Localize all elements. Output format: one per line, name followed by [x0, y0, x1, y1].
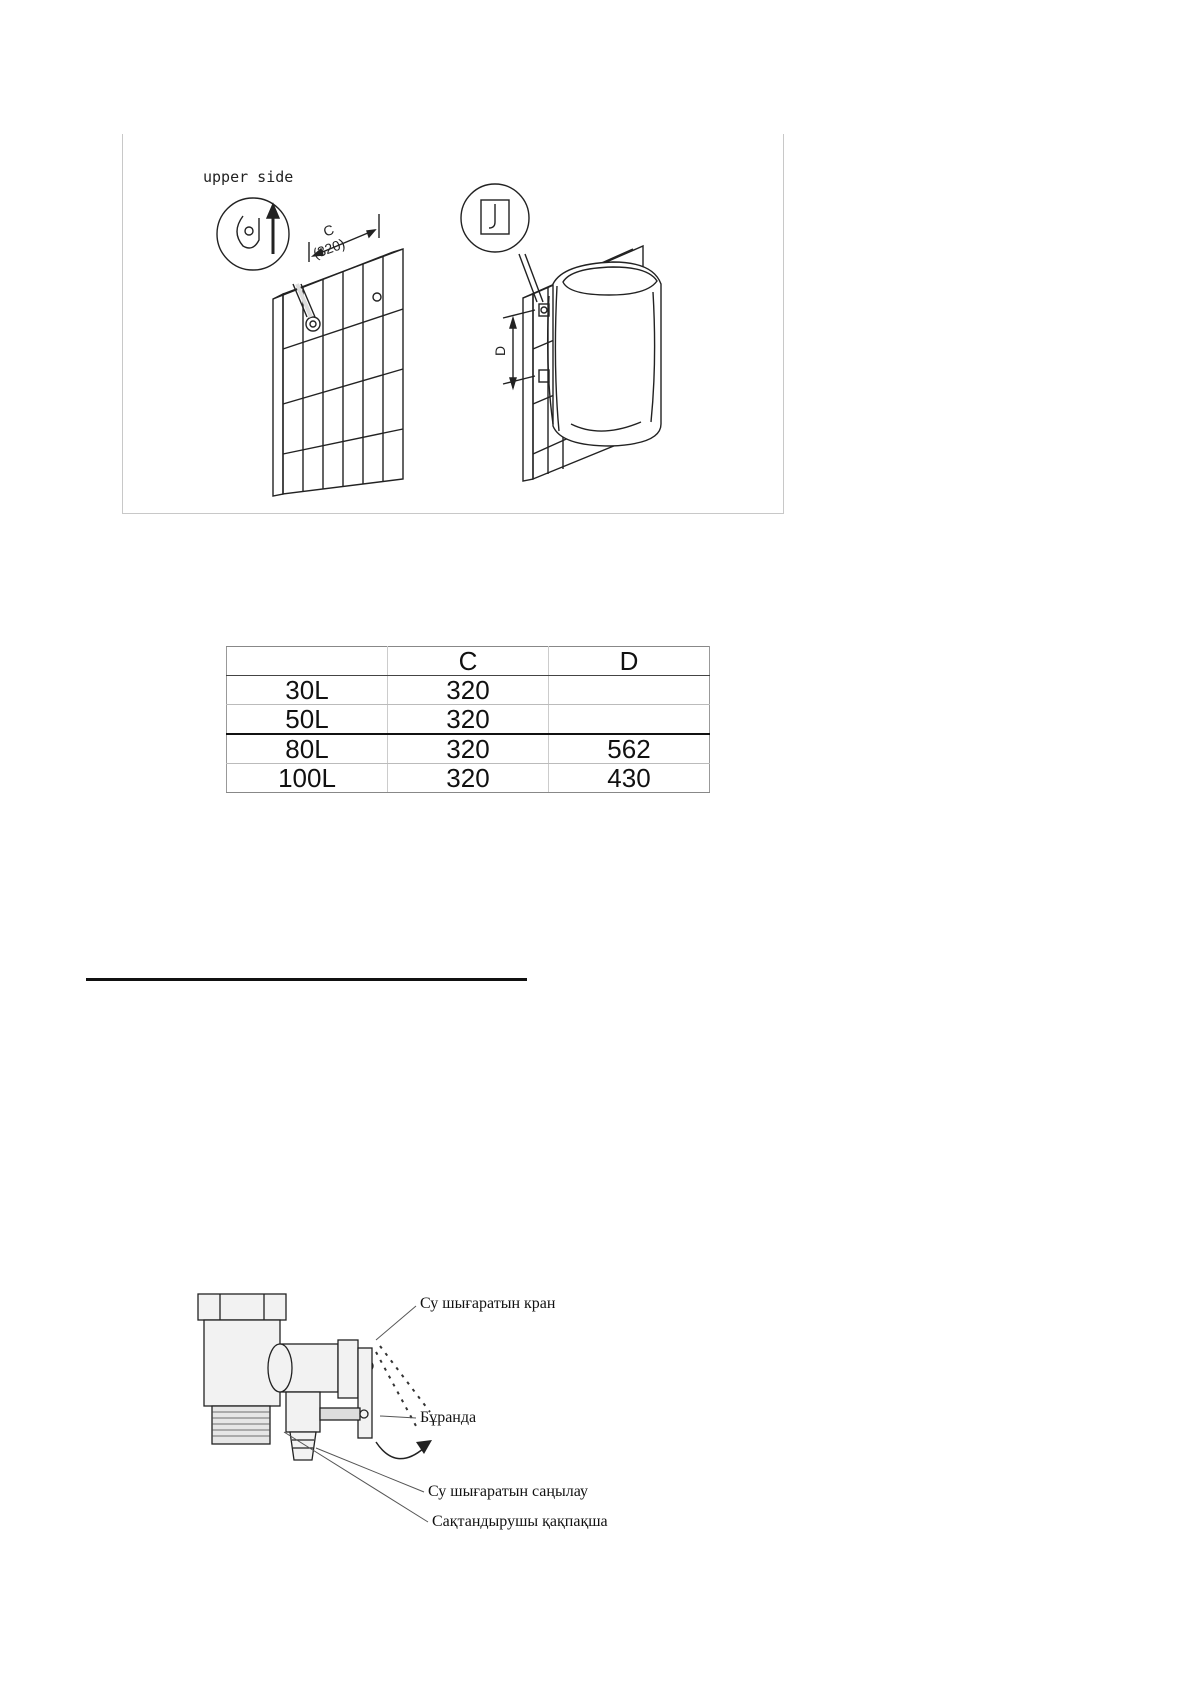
table-cell: 80L	[227, 734, 388, 764]
table-header-cell: D	[549, 647, 710, 676]
table-cell	[549, 705, 710, 735]
table-header-cell: C	[388, 647, 549, 676]
drain-spout	[286, 1392, 320, 1432]
callout-safety-valve: Сақтандырушы қақпақша	[432, 1513, 608, 1530]
right-bolt	[373, 293, 381, 301]
left-wall-panel	[273, 249, 403, 496]
dim-c-value: (320)	[310, 235, 347, 262]
table-header-cell	[227, 647, 388, 676]
table-row	[227, 734, 710, 764]
table-header-row	[227, 647, 710, 676]
table-cell	[549, 676, 710, 705]
callout-drain-hole: Су шығаратын саңылау	[428, 1483, 588, 1500]
dim-d-letter: D	[492, 345, 508, 356]
table-row	[227, 676, 710, 705]
table-cell: 562	[549, 734, 710, 764]
valve-cap	[338, 1340, 358, 1398]
safety-valve-diagram	[180, 1282, 660, 1542]
table-cell: 320	[388, 705, 549, 735]
safety-valve-svg	[180, 1282, 660, 1542]
valve-lever	[358, 1348, 372, 1438]
table-cell: 100L	[227, 764, 388, 793]
callout-drain-tap: Су шығаратын кран	[420, 1295, 556, 1312]
table-row	[227, 764, 710, 793]
table-cell: 320	[388, 676, 549, 705]
left-bolt	[306, 317, 320, 331]
valve-top-nut	[198, 1294, 286, 1320]
water-heater-tank	[548, 262, 661, 446]
dim-c-letter: C	[321, 221, 337, 240]
table-cell: 320	[388, 764, 549, 793]
dimension-table	[226, 646, 710, 793]
valve-screw	[320, 1408, 360, 1420]
table-cell: 50L	[227, 705, 388, 735]
upper-side-label: upper side	[203, 168, 294, 186]
table-cell: 30L	[227, 676, 388, 705]
mounting-diagram	[122, 134, 784, 514]
table-cell: 320	[388, 734, 549, 764]
left-detail-circle	[217, 198, 289, 270]
table-row	[227, 705, 710, 735]
callout-screw: Бұранда	[420, 1409, 477, 1426]
section-divider	[86, 978, 527, 981]
mounting-diagram-svg	[123, 134, 785, 514]
table-cell: 430	[549, 764, 710, 793]
